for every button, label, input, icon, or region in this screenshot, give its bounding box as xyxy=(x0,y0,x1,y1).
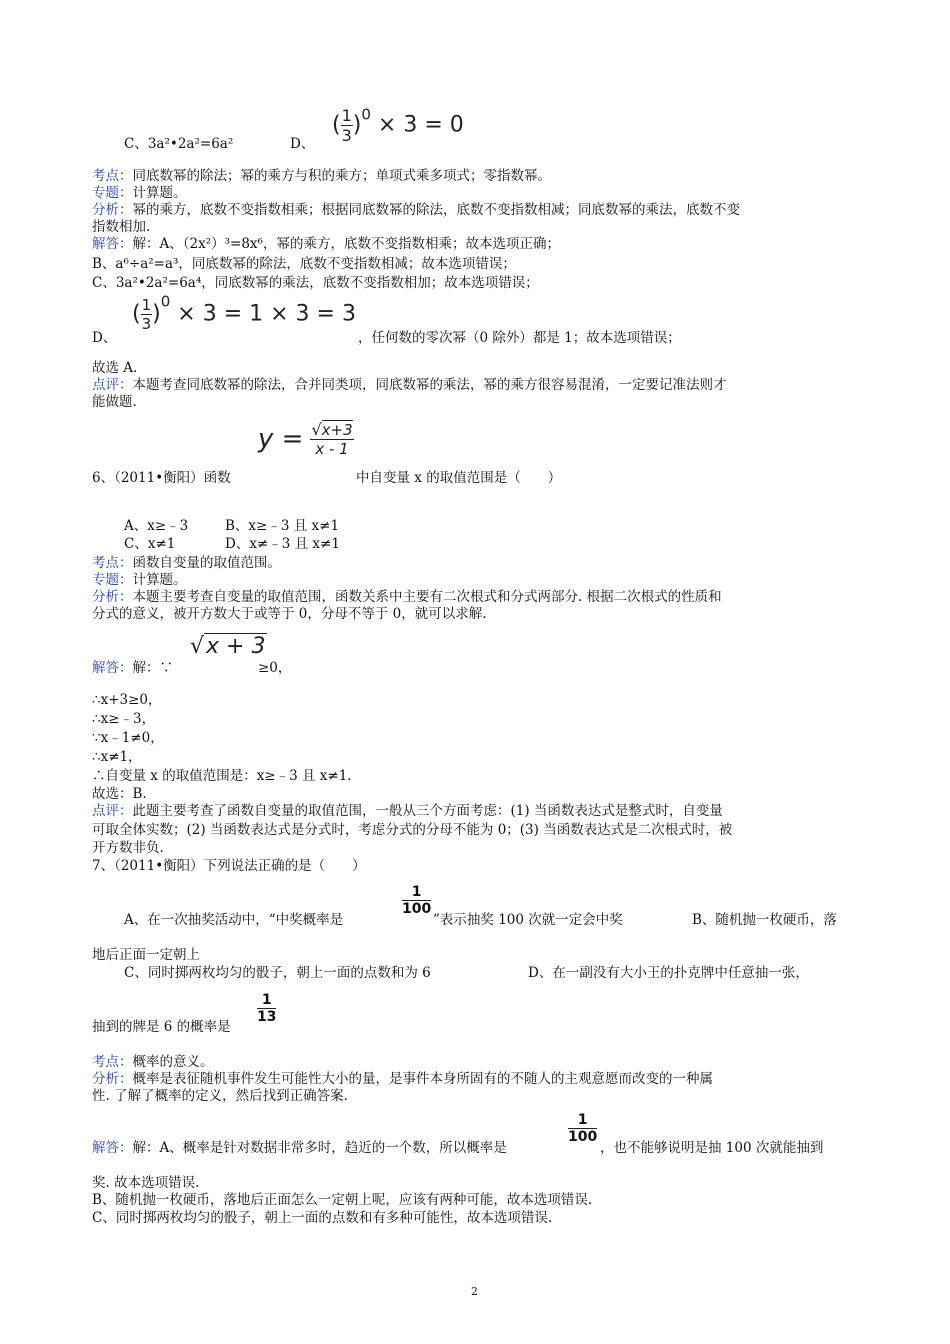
q6-dianping-3: 开方数非负. xyxy=(92,840,164,856)
q7-option-d-fraction: $\frac{1}{13}$ xyxy=(257,992,277,1025)
q6-step-5: ∴自变量 x 的取值范围是：x≥﹣3 且 x≠1. xyxy=(92,768,352,784)
q7-option-d-1: D、在一副没有大小王的扑克牌中任意抽一张， xyxy=(528,965,809,981)
q6-function-formula: y = $\frac{√x+3}{x - 1}$ xyxy=(258,420,353,458)
page-number: 2 xyxy=(471,1285,478,1298)
q6-jieda-post: ≥0， xyxy=(258,660,292,676)
q5-dianping-1: 点评：本题考查同底数幂的除法，合并同类项，同底数幂的乘法，幂的乘方很容易混淆，一定要记准法则才 xyxy=(92,377,727,393)
q5-answer: 故选 A. xyxy=(92,360,138,376)
q7-jieda-c: C、同时掷两枚均匀的骰子，朝上一面的点数和有多种可能性，故本选项错误. xyxy=(92,1210,553,1226)
q7-option-d-2: 抽到的牌是 6 的概率是 xyxy=(92,1019,231,1035)
q6-dianping-2: 可取全体实数；(2) 当函数表达式是分式时，考虑分式的分母不能为 0；(3) 当函数表达式是二次根式时，被 xyxy=(92,822,733,838)
q6-jieda-label: 解答：解：∵ xyxy=(92,660,173,676)
q7-fenxi-1: 分析：概率是表征随机事件发生可能性大小的量，是事件本身所固有的不随人的主观意愿而改变的一种属 xyxy=(92,1071,713,1087)
q6-jieda-sqrt: √x + 3 xyxy=(190,634,266,659)
q6-stem-post: 中自变量 x 的取值范围是（ ） xyxy=(356,470,562,486)
q7-option-a-fraction: $\frac{1}{100}$ xyxy=(402,884,432,917)
q5-option-c: C、3a²•2a²=6a² xyxy=(124,136,234,152)
q7-fenxi-2: 性. 了解了概率的定义，然后找到正确答案. xyxy=(92,1088,348,1104)
q7-jieda-a-post: ，也不能够说明是抽 100 次就能抽到 xyxy=(600,1140,824,1156)
q5-jieda-c: C、3a²•2a²=6a⁴，同底数幂的乘法，底数不变指数相加；故本选项错误； xyxy=(92,275,539,291)
q7-jieda-b: B、随机抛一枚硬币，落地后正面怎么一定朝上呢，应该有两种可能，故本选项错误. xyxy=(92,1192,593,1208)
q5-fenxi-2: 指数相加. xyxy=(92,219,151,235)
q5-jieda-d-formula: ( $\frac{1}{3}$ )$^0$ × 3 = 1 × 3 = 3 xyxy=(132,292,356,333)
q7-option-c: C、同时掷两枚均匀的骰子，朝上一面的点数和为 6 xyxy=(124,965,431,981)
q6-step-3: ∵x﹣1≠0， xyxy=(92,730,164,746)
q7-jieda-a-fraction: $\frac{1}{100}$ xyxy=(568,1112,598,1145)
q5-dianping-2: 能做题. xyxy=(92,394,137,410)
q6-dianping-1: 点评：此题主要考查了函数自变量的取值范围，一般从三个方面考虑：(1) 当函数表达式是整式时，自变量 xyxy=(92,803,723,819)
q6-option-d: D、x≠﹣3 且 x≠1 xyxy=(225,536,340,552)
q7-option-a-pre: A、在一次抽奖活动中，“中奖概率是 xyxy=(124,912,344,928)
q6-step-1: ∴x+3≥0， xyxy=(92,692,162,708)
q5-option-d-formula: ( $\frac{1}{3}$ )$^0$ × 3 = 0 xyxy=(332,105,464,145)
q5-kaodian: 考点：同底数幂的除法；幂的乘方与积的乘方；单项式乘多项式；零指数幂。 xyxy=(92,168,551,184)
q6-kaodian: 考点：函数自变量的取值范围。 xyxy=(92,555,281,571)
q5-fenxi-1: 分析：幂的乘方，底数不变指数相乘；根据同底数幂的除法，底数不变指数相减；同底数幂的乘法，底数不变 xyxy=(92,202,740,218)
q7-jieda-a-2: 奖. 故本选项错误. xyxy=(92,1175,200,1191)
q5-jieda-d-text: ，任何数的零次幂（0 除外）都是 1；故本选项错误； xyxy=(358,330,681,346)
q7-jieda-a: 解答：解：A、概率是针对数据非常多时，趋近的一个数，所以概率是 xyxy=(92,1140,507,1156)
q6-option-c: C、x≠1 xyxy=(124,536,176,552)
q6-stem-pre: 6、（2011•衡阳）函数 xyxy=(92,470,231,486)
q6-step-2: ∴x≥﹣3， xyxy=(92,711,156,727)
q6-option-b: B、x≥﹣3 且 x≠1 xyxy=(225,518,340,534)
q6-zhuanti: 专题：计算题。 xyxy=(92,572,187,588)
q7-option-a-post: ”表示抽奖 100 次就一定会中奖 xyxy=(433,912,623,928)
q6-fenxi-1: 分析：本题主要考查自变量的取值范围，函数关系中主要有二次根式和分式两部分. 根据二次根式的性质和 xyxy=(92,589,722,605)
q5-jieda-a: 解答：解：A、（2x²）³=8x⁶，幂的乘方，底数不变指数相乘；故本选项正确； xyxy=(92,236,560,252)
q7-stem: 7、（2011•衡阳）下列说法正确的是（ ） xyxy=(92,858,366,874)
q7-option-b-1: B、随机抛一枚硬币，落 xyxy=(692,912,837,928)
q7-option-b-2: 地后正面一定朝上 xyxy=(92,947,200,963)
q5-option-d-label: D、 xyxy=(290,136,315,152)
q6-option-a: A、x≥﹣3 xyxy=(124,518,189,534)
q5-jieda-d-label: D、 xyxy=(92,330,117,346)
q5-jieda-b: B、a⁶÷a²=a³，同底数幂的除法，底数不变指数相减；故本选项错误； xyxy=(92,256,516,272)
q6-fenxi-2: 分式的意义，被开方数大于或等于 0，分母不等于 0，就可以求解. xyxy=(92,606,487,622)
q7-kaodian: 考点：概率的意义。 xyxy=(92,1054,214,1070)
q5-zhuanti: 专题：计算题。 xyxy=(92,185,187,201)
q6-step-6: 故选：B. xyxy=(92,786,147,802)
q6-step-4: ∴x≠1， xyxy=(92,749,142,765)
